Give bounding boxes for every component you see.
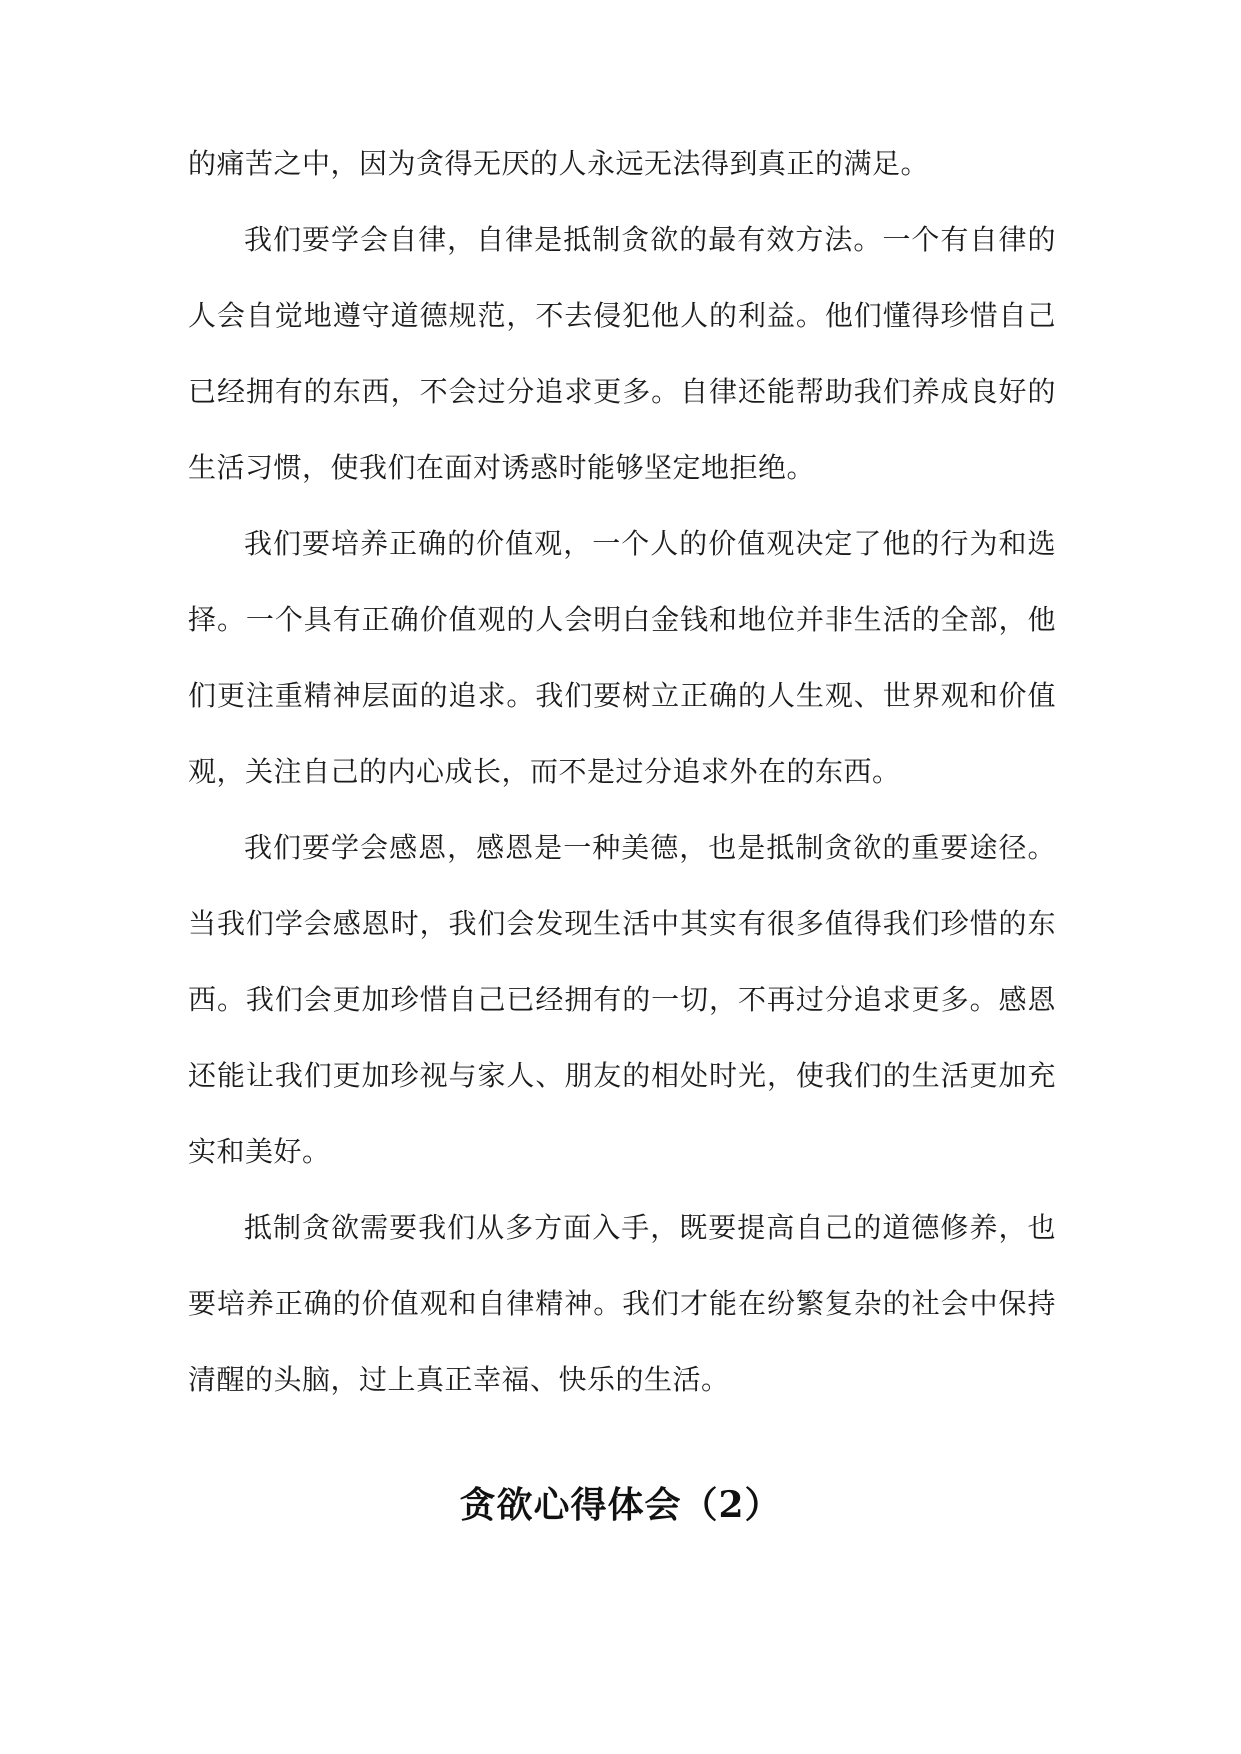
paragraph-conclusion: 抵制贪欲需要我们从多方面入手，既要提高自己的道德修养，也要培养正确的价值观和自律精神。我们才能在纷繁复杂的社会中保持清醒的头脑，过上真正幸福、快乐的生活。	[188, 1211, 1056, 1396]
paragraph-self-discipline: 我们要学会自律，自律是抵制贪欲的最有效方法。一个有自律的人会自觉地遵守道德规范，不去侵犯他人的利益。他们懂得珍惜自己已经拥有的东西，不会过分追求更多。自律还能帮助我们养成良好的生活习惯，使我们在面对诱惑时能够坚定地拒绝。	[188, 223, 1056, 484]
paragraph-gratitude: 我们要学会感恩，感恩是一种美德，也是抵制贪欲的重要途径。当我们学会感恩时，我们会发现生活中其实有很多值得我们珍惜的东西。我们会更加珍惜自己已经拥有的一切，不再过分追求更多。感恩还能让我们更加珍视与家人、朋友的相处时光，使我们的生活更加充实和美好。	[188, 831, 1056, 1168]
paragraph-values: 我们要培养正确的价值观，一个人的价值观决定了他的行为和选择。一个具有正确价值观的人会明白金钱和地位并非生活的全部，他们更注重精神层面的追求。我们要树立正确的人生观、世界观和价值观，关注自己的内心成长，而不是过分追求外在的东西。	[188, 527, 1056, 788]
document-body	[188, 140, 1056, 1418]
section-heading: 贪欲心得体会（2）	[459, 1484, 782, 1526]
paragraph-continued: 的痛苦之中，因为贪得无厌的人永远无法得到真正的满足。	[188, 147, 930, 180]
